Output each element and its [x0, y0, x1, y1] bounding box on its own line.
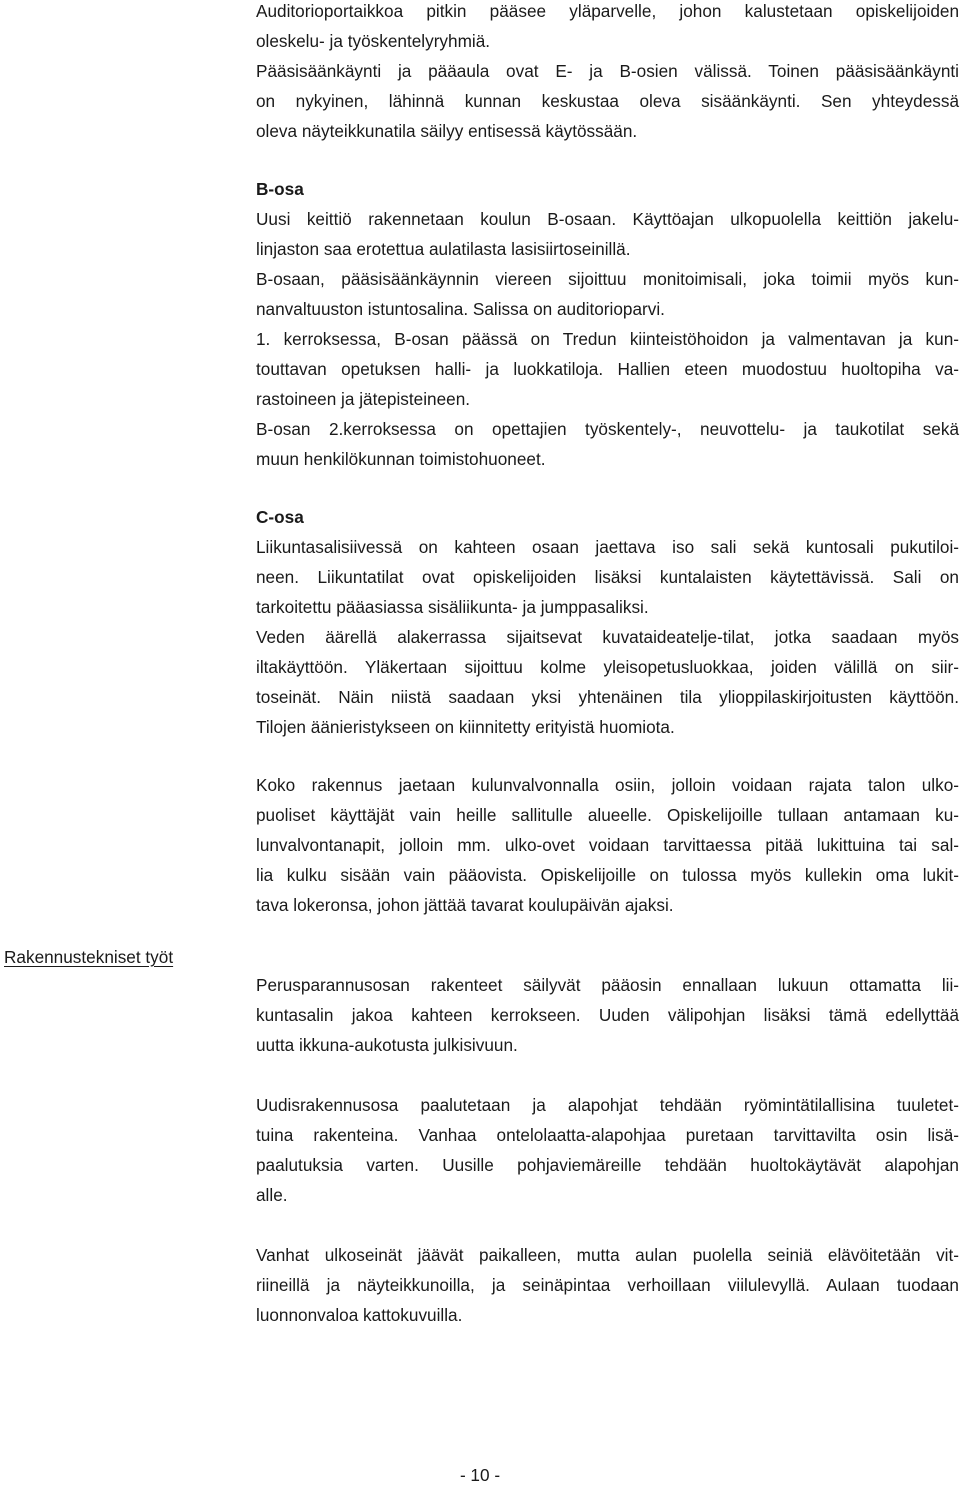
text-line: Perusparannusosan rakenteet säilyvät pääosin ennallaan lukuun ottamatta lii-	[256, 975, 959, 995]
text-line: touttavan opetuksen halli- ja luokkatiloja. Hallien eteen muodostuu huoltopiha va-	[256, 359, 959, 379]
text-line: puoliset käyttäjät vain heille sallitulle alueelle. Opiskelijoille tullaan antamaan ku-	[256, 805, 959, 825]
text-line: toseinät. Näin niistä saadaan yksi yhtenäinen tila ylioppilaskirjoitusten käyttöön.	[256, 687, 959, 707]
text-line: Koko rakennus jaetaan kulunvalvonnalla osiin, jolloin voidaan rajata talon ulko-	[256, 775, 959, 795]
text-line: tava lokeronsa, johon jättää tavarat koulupäivän ajaksi.	[256, 895, 674, 915]
text-line: Pääsisäänkäynti ja pääaula ovat E- ja B-osien välissä. Toinen pääsisäänkäynti	[256, 61, 959, 81]
text-line: rastoineen ja jätepisteineen.	[256, 389, 471, 409]
text-line: Uusi keittiö rakennetaan koulun B-osaan. Käyttöajan ulkopuolella keittiön jakelu-	[256, 209, 959, 229]
side-label-rakennustekniset-tyot: Rakennustekniset työt	[4, 947, 174, 967]
text-line: 1. kerroksessa, B-osan päässä on Tredun kiinteistöhoidon ja valmentavan ja kun-	[256, 329, 959, 349]
text-line: muun henkilökunnan toimistohuoneet.	[256, 449, 546, 469]
text-line: on nykyinen, lähinnä kunnan keskustaa oleva sisäänkäynti. Sen yhteydessä	[256, 91, 959, 111]
text-line: kuntasalin jakoa kahteen kerrokseen. Uuden välipohjan lisäksi tämä edellyttää	[256, 1005, 959, 1025]
text-line: iltakäyttöön. Yläkertaan sijoittuu kolme yleisopetusluokkaa, joiden välillä on siir-	[256, 657, 959, 677]
text-line: Veden äärellä alakerrassa sijaitsevat kuvataideatelje-tilat, jotka saadaan myös	[256, 627, 959, 647]
text-line: paalutuksia varten. Uusille pohjaviemäreille tehdään huoltokäytävät alapohjan	[256, 1155, 959, 1175]
text-line: Auditorioportaikkoa pitkin pääsee yläparvelle, johon kalustetaan opiskelijoiden	[256, 1, 959, 21]
page-number: - 10 -	[459, 1465, 501, 1485]
text-line: nanvaltuuston istuntosalina. Salissa on auditorioparvi.	[256, 299, 665, 319]
text-line: Uudisrakennusosa paalutetaan ja alapohjat tehdään ryömintätilallisina tuuletet-	[256, 1095, 959, 1115]
text-line: Liikuntasalisiivessä on kahteen osaan jaettava iso sali sekä kuntosali pukutiloi-	[256, 537, 959, 557]
text-line: riineillä ja näyteikkunoilla, ja seinäpintaa verhoillaan viilulevyllä. Aulaan tuodaan	[256, 1275, 959, 1295]
section-heading-c-osa: C-osa	[256, 507, 304, 527]
text-line: neen. Liikuntatilat ovat opiskelijoiden lisäksi kuntalaisten käytettävissä. Sali on	[256, 567, 959, 587]
section-heading-b-osa: B-osa	[256, 179, 304, 199]
text-line: tuina rakenteina. Vanhaa ontelolaatta-alapohjaa puretaan tarvittavilta osin lisä-	[256, 1125, 959, 1145]
text-line: Vanhat ulkoseinät jäävät paikalleen, mutta aulan puolella seiniä elävöitetään vit-	[256, 1245, 959, 1265]
text-line: linjaston saa erotettua aulatilasta lasisiirtoseinillä.	[256, 239, 631, 259]
text-line: Tilojen äänieristykseen on kiinnitetty erityistä huomiota.	[256, 717, 675, 737]
text-line: lia kulku sisään vain pääovista. Opiskelijoille on tulossa myös kullekin oma lukit-	[256, 865, 959, 885]
text-line: uutta ikkuna-aukotusta julkisivuun.	[256, 1035, 518, 1055]
text-line: alle.	[256, 1185, 288, 1205]
text-line: oleskelu- ja työskentelyryhmiä.	[256, 31, 491, 51]
text-line: B-osan 2.kerroksessa on opettajien työskentely-, neuvottelu- ja taukotilat sekä	[256, 419, 959, 439]
text-line: tarkoitettu pääasiassa sisäliikunta- ja jumppasaliksi.	[256, 597, 649, 617]
text-line: lunvalvontanapit, jolloin mm. ulko-ovet voidaan tarvittaessa pitää lukittuina tai sal-	[256, 835, 959, 855]
text-line: B-osaan, pääsisäänkäynnin viereen sijoittuu monitoimisali, joka toimii myös kun-	[256, 269, 959, 289]
text-line: oleva näyteikkunatila säilyy entisessä käytössään.	[256, 121, 638, 141]
text-line: luonnonvaloa kattokuvuilla.	[256, 1305, 463, 1325]
